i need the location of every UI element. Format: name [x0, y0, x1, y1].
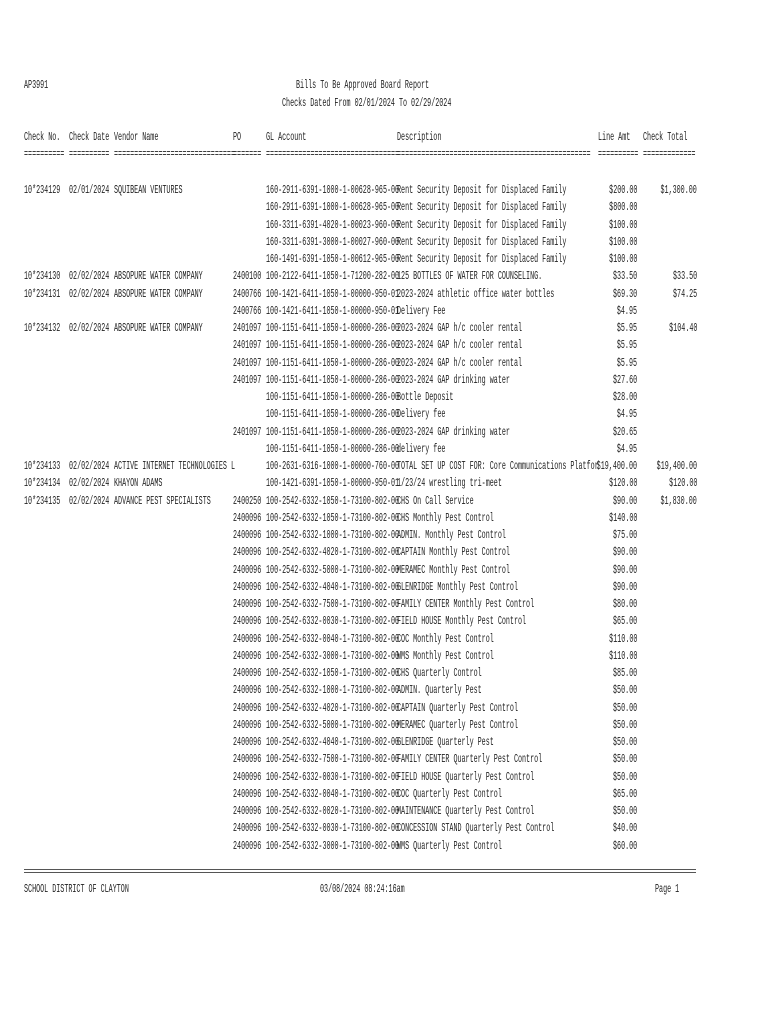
- cell-line-amt: $19,400.00: [596, 459, 637, 473]
- col-gl-account: GL Account: [266, 130, 307, 144]
- cell-description: Delivery fee: [397, 407, 446, 422]
- cell-line-amt: $800.00: [608, 200, 637, 215]
- cell-description: CHS Monthly Pest Control: [397, 510, 494, 525]
- cell-line-amt: $75.00: [612, 528, 637, 542]
- cell-po: 2400096: [233, 717, 262, 732]
- table-row: [0, 197, 770, 214]
- cell-line-amt: $50.00: [612, 752, 637, 767]
- cell-line-amt: $90.00: [612, 562, 637, 577]
- table-row: [0, 715, 770, 732]
- cell-vendor: ABSOPURE WATER COMPANY: [114, 321, 203, 335]
- cell-description: Rent Security Deposit for Displaced Family: [397, 234, 567, 249]
- table-row: [0, 749, 770, 766]
- col-vendor: Vendor Name: [114, 130, 159, 144]
- cell-vendor: ACTIVE INTERNET TECHNOLOGIES L: [114, 459, 235, 473]
- dash-vendor: ==============================: [114, 147, 235, 161]
- cell-description: COC Monthly Pest Control: [397, 631, 494, 646]
- cell-line-amt: $120.00: [608, 476, 637, 491]
- col-check-no: Check No.: [24, 130, 61, 144]
- table-row: [0, 698, 770, 715]
- cell-description: 2023-2024 GAP h/c cooler rental: [397, 355, 523, 370]
- cell-check-date: 02/02/2024: [69, 321, 110, 335]
- cell-line-amt: $69.30: [612, 286, 637, 301]
- table-row: [0, 456, 770, 473]
- table-row: [0, 215, 770, 232]
- cell-check-total: $1,300.00: [660, 183, 697, 197]
- cell-po: 2400096: [233, 735, 262, 749]
- cell-line-amt: $33.50: [612, 269, 637, 284]
- cell-description: 2023-2024 GAP h/c cooler rental: [397, 338, 523, 353]
- cell-description: WMS Quarterly Pest Control: [397, 838, 502, 853]
- dash-check-no: ==========: [24, 147, 65, 161]
- cell-line-amt: $5.95: [616, 321, 637, 335]
- cell-line-amt: $50.00: [612, 683, 637, 698]
- cell-gl-account: 100-2542-6332-1000-1-73100-802-00: [266, 528, 400, 542]
- cell-check-date: 02/02/2024: [69, 286, 110, 301]
- table-row: [0, 560, 770, 577]
- cell-description: 1/23/24 wrestling tri-meet: [397, 476, 502, 491]
- cell-gl-account: 100-2542-6332-0030-1-73100-802-00: [266, 821, 400, 836]
- cell-description: Rent Security Deposit for Displaced Family: [397, 200, 567, 215]
- cell-gl-account: 100-2542-6332-0040-1-73100-802-00: [266, 631, 400, 646]
- cell-line-amt: $4.95: [616, 407, 637, 422]
- cell-check-date: 02/02/2024: [69, 459, 110, 473]
- cell-description: FIELD HOUSE Quarterly Pest Control: [397, 769, 535, 784]
- table-row: [0, 663, 770, 680]
- cell-gl-account: 160-1491-6391-1050-1-00612-965-00: [266, 252, 400, 266]
- cell-po: 2400096: [233, 683, 262, 698]
- cell-description: ADMIN. Monthly Pest Control: [397, 528, 506, 542]
- cell-gl-account: 160-3311-6391-4020-1-00023-960-00: [266, 217, 400, 232]
- cell-vendor: ABSOPURE WATER COMPANY: [114, 286, 203, 301]
- table-row: [0, 491, 770, 508]
- cell-check-no: 10*234133: [24, 459, 61, 473]
- cell-description: GLENRIDGE Quarterly Pest: [397, 735, 494, 749]
- col-po: PO: [233, 130, 242, 144]
- cell-po: 2400096: [233, 752, 262, 767]
- cell-description: FAMILY CENTER Monthly Pest Control: [397, 597, 535, 611]
- cell-description: Rent Security Deposit for Displaced Family: [397, 183, 567, 197]
- cell-vendor: ABSOPURE WATER COMPANY: [114, 269, 203, 284]
- cell-gl-account: 100-2542-6332-3000-1-73100-802-00: [266, 648, 400, 663]
- cell-gl-account: 100-2542-6332-5000-1-73100-802-00: [266, 562, 400, 577]
- cell-gl-account: 100-1151-6411-1050-1-00000-286-00: [266, 441, 400, 456]
- cell-gl-account: 100-2542-6332-7500-1-73100-802-00: [266, 597, 400, 611]
- cell-line-amt: $90.00: [612, 579, 637, 594]
- cell-check-no: 10*234135: [24, 493, 61, 508]
- cell-po: 2400096: [233, 838, 262, 853]
- cell-line-amt: $20.65: [612, 424, 637, 439]
- cell-line-amt: $60.00: [612, 838, 637, 853]
- cell-description: 125 BOTTLES OF WATER FOR COUNSELING.: [397, 269, 543, 284]
- cell-line-amt: $50.00: [612, 804, 637, 818]
- cell-po: 2400100: [233, 269, 262, 284]
- cell-description: Bottle Deposit: [397, 390, 454, 404]
- footer-rule: [24, 869, 696, 873]
- cell-description: TOTAL SET UP COST FOR: Core Communications Platfor: [397, 459, 599, 473]
- cell-description: MAINTENANCE Quarterly Pest Control: [397, 804, 535, 818]
- cell-check-no: 10*234132: [24, 321, 61, 335]
- cell-po: 2400096: [233, 666, 262, 680]
- cell-po: 2400096: [233, 528, 262, 542]
- cell-gl-account: 100-2542-6332-3000-1-73100-802-00: [266, 838, 400, 853]
- cell-po: 2400096: [233, 786, 262, 801]
- cell-line-amt: $50.00: [612, 735, 637, 749]
- cell-line-amt: $90.00: [612, 493, 637, 508]
- cell-check-no: 10*234129: [24, 183, 61, 197]
- cell-po: 2401097: [233, 321, 262, 335]
- cell-po: 2400096: [233, 821, 262, 836]
- cell-gl-account: 100-2542-6332-4020-1-73100-802-00: [266, 545, 400, 560]
- cell-check-total: $120.00: [668, 476, 697, 491]
- table-row: [0, 318, 770, 335]
- cell-line-amt: $50.00: [612, 769, 637, 784]
- dash-gl: =================================: [266, 147, 400, 161]
- cell-description: CHS Quarterly Control: [397, 666, 482, 680]
- table-row: [0, 611, 770, 628]
- cell-gl-account: 100-1151-6411-1050-1-00000-286-00: [266, 355, 400, 370]
- cell-gl-account: 100-2542-6332-0030-1-73100-802-00: [266, 614, 400, 629]
- table-row: [0, 439, 770, 456]
- cell-gl-account: 100-2542-6332-1050-1-73100-802-00: [266, 510, 400, 525]
- cell-line-amt: $28.00: [612, 390, 637, 404]
- table-row: [0, 525, 770, 542]
- cell-check-total: $1,830.00: [660, 493, 697, 508]
- cell-line-amt: $100.00: [608, 217, 637, 232]
- cell-check-date: 02/01/2024: [69, 183, 110, 197]
- cell-check-total: $19,400.00: [656, 459, 697, 473]
- cell-po: 2400096: [233, 769, 262, 784]
- cell-check-total: $104.40: [668, 321, 697, 335]
- cell-line-amt: $85.00: [612, 666, 637, 680]
- cell-gl-account: 100-2542-6332-1050-1-73100-802-00: [266, 666, 400, 680]
- cell-po: 2400096: [233, 804, 262, 818]
- cell-vendor: KHAYON ADAMS: [114, 476, 163, 491]
- footer-page: Page 1: [655, 882, 680, 896]
- cell-po: 2400766: [233, 286, 262, 301]
- cell-check-no: 10*234134: [24, 476, 61, 491]
- cell-check-date: 02/02/2024: [69, 269, 110, 284]
- cell-gl-account: 100-2542-6332-0030-1-73100-802-00: [266, 769, 400, 784]
- table-row: [0, 784, 770, 801]
- table-row: [0, 404, 770, 421]
- cell-line-amt: $5.95: [616, 355, 637, 370]
- cell-gl-account: 100-1151-6411-1050-1-00000-286-00: [266, 321, 400, 335]
- dash-check-date: ==========: [69, 147, 110, 161]
- cell-description: ADMIN. Quarterly Pest: [397, 683, 482, 698]
- cell-description: COC Quarterly Pest Control: [397, 786, 502, 801]
- dash-po: =======: [233, 147, 262, 161]
- table-row: [0, 284, 770, 301]
- col-line-amt: Line Amt: [598, 130, 631, 144]
- cell-gl-account: 100-2542-6332-1000-1-73100-802-00: [266, 683, 400, 698]
- cell-po: 2401097: [233, 372, 262, 387]
- cell-line-amt: $200.00: [608, 183, 637, 197]
- cell-line-amt: $100.00: [608, 252, 637, 266]
- table-row: [0, 353, 770, 370]
- cell-line-amt: $100.00: [608, 234, 637, 249]
- cell-gl-account: 100-2122-6411-1050-1-71200-282-00: [266, 269, 400, 284]
- cell-check-total: $74.25: [672, 286, 697, 301]
- cell-gl-account: 100-2542-6332-4040-1-73100-802-00: [266, 579, 400, 594]
- cell-check-date: 02/02/2024: [69, 493, 110, 508]
- dash-check-total: =============: [643, 147, 696, 161]
- cell-line-amt: $140.00: [608, 510, 637, 525]
- table-row: [0, 422, 770, 439]
- cell-po: 2400766: [233, 303, 262, 318]
- cell-check-date: 02/02/2024: [69, 476, 110, 491]
- cell-gl-account: 100-2542-6332-0040-1-73100-802-00: [266, 786, 400, 801]
- cell-line-amt: $27.60: [612, 372, 637, 387]
- cell-line-amt: $65.00: [612, 786, 637, 801]
- cell-description: Rent Security Deposit for Displaced Family: [397, 252, 567, 266]
- cell-gl-account: 100-2542-6332-5000-1-73100-802-00: [266, 717, 400, 732]
- dash-desc: ================================================: [397, 147, 591, 161]
- table-row: [0, 249, 770, 266]
- report-subtitle: Checks Dated From 02/01/2024 To 02/29/2024: [282, 96, 452, 110]
- cell-gl-account: 100-1151-6411-1050-1-00000-286-00: [266, 424, 400, 439]
- footer-district: SCHOOL DISTRICT OF CLAYTON: [24, 882, 129, 896]
- cell-gl-account: 100-1151-6411-1050-1-00000-286-00: [266, 390, 400, 404]
- cell-line-amt: $40.00: [612, 821, 637, 836]
- cell-line-amt: $110.00: [608, 648, 637, 663]
- table-row: [0, 387, 770, 404]
- cell-description: CHS On Call Service: [397, 493, 474, 508]
- table-row: [0, 646, 770, 663]
- cell-po: 2400096: [233, 700, 262, 715]
- cell-description: CAPTAIN Monthly Pest Control: [397, 545, 510, 560]
- cell-gl-account: 100-1421-6391-1050-1-00000-950-01: [266, 476, 400, 491]
- table-row: [0, 801, 770, 818]
- report-code: AP3991: [24, 78, 49, 92]
- cell-description: GLENRIDGE Monthly Pest Control: [397, 579, 518, 594]
- cell-check-no: 10*234130: [24, 269, 61, 284]
- table-row: [0, 473, 770, 490]
- cell-gl-account: 100-1151-6411-1050-1-00000-286-00: [266, 338, 400, 353]
- table-row: [0, 732, 770, 749]
- table-row: [0, 266, 770, 283]
- cell-po: 2401097: [233, 424, 262, 439]
- cell-gl-account: 100-2631-6316-1000-1-00000-760-00: [266, 459, 400, 473]
- cell-line-amt: $50.00: [612, 700, 637, 715]
- table-row: [0, 301, 770, 318]
- table-row: [0, 629, 770, 646]
- cell-gl-account: 160-2911-6391-1000-1-00628-965-00: [266, 183, 400, 197]
- cell-gl-account: 100-2542-6332-7500-1-73100-802-00: [266, 752, 400, 767]
- cell-gl-account: 100-2542-6332-4020-1-73100-802-00: [266, 700, 400, 715]
- cell-gl-account: 100-2542-6332-0020-1-73100-802-00: [266, 804, 400, 818]
- cell-gl-account: 100-1151-6411-1050-1-00000-286-00: [266, 407, 400, 422]
- col-description: Description: [397, 130, 442, 144]
- cell-description: Rent Security Deposit for Displaced Family: [397, 217, 567, 232]
- cell-description: 2023-2024 GAP drinking water: [397, 424, 510, 439]
- table-row: [0, 335, 770, 352]
- cell-po: 2401097: [233, 355, 262, 370]
- dash-line-amt: ==========: [598, 147, 639, 161]
- table-row: [0, 836, 770, 853]
- cell-gl-account: 100-1421-6411-1050-1-00000-950-01: [266, 286, 400, 301]
- cell-gl-account: 100-2542-6332-1050-1-73100-802-00: [266, 493, 400, 508]
- cell-gl-account: 100-2542-6332-4040-1-73100-802-00: [266, 735, 400, 749]
- cell-po: 2400096: [233, 545, 262, 560]
- table-row: [0, 577, 770, 594]
- table-row: [0, 818, 770, 835]
- table-row: [0, 370, 770, 387]
- cell-description: 2023-2024 GAP drinking water: [397, 372, 510, 387]
- cell-po: 2400096: [233, 579, 262, 594]
- cell-po: 2400096: [233, 510, 262, 525]
- table-row: [0, 594, 770, 611]
- cell-vendor: SQUIBEAN VENTURES: [114, 183, 183, 197]
- cell-line-amt: $4.95: [616, 441, 637, 456]
- table-row: [0, 767, 770, 784]
- col-check-total: Check Total: [643, 130, 688, 144]
- cell-check-total: $33.50: [672, 269, 697, 284]
- cell-gl-account: 100-1421-6411-1050-1-00000-950-01: [266, 303, 400, 318]
- cell-description: MERAMEC Monthly Pest Control: [397, 562, 510, 577]
- table-row: [0, 680, 770, 697]
- table-row: [0, 542, 770, 559]
- cell-description: 2023-2024 athletic office water bottles: [397, 286, 555, 301]
- cell-line-amt: $90.00: [612, 545, 637, 560]
- cell-po: 2401097: [233, 338, 262, 353]
- cell-description: CAPTAIN Quarterly Pest Control: [397, 700, 518, 715]
- table-row: [0, 180, 770, 197]
- cell-line-amt: $4.95: [616, 303, 637, 318]
- cell-vendor: ADVANCE PEST SPECIALISTS: [114, 493, 211, 508]
- cell-po: 2400096: [233, 597, 262, 611]
- cell-description: WMS Monthly Pest Control: [397, 648, 494, 663]
- cell-line-amt: $5.95: [616, 338, 637, 353]
- cell-line-amt: $80.00: [612, 597, 637, 611]
- cell-description: MERAMEC Quarterly Pest Control: [397, 717, 518, 732]
- cell-description: Delivery Fee: [397, 303, 446, 318]
- cell-description: FIELD HOUSE Monthly Pest Control: [397, 614, 527, 629]
- footer-timestamp: 03/08/2024 08:24:16am: [320, 882, 405, 896]
- cell-po: 2400250: [233, 493, 262, 508]
- cell-gl-account: 160-2911-6391-1000-1-00628-965-00: [266, 200, 400, 215]
- cell-line-amt: $110.00: [608, 631, 637, 646]
- cell-po: 2400096: [233, 631, 262, 646]
- cell-line-amt: $65.00: [612, 614, 637, 629]
- cell-description: CONCESSION STAND Quarterly Pest Control: [397, 821, 555, 836]
- cell-line-amt: $50.00: [612, 717, 637, 732]
- cell-po: 2400096: [233, 648, 262, 663]
- table-row: [0, 508, 770, 525]
- report-title: Bills To Be Approved Board Report: [296, 78, 430, 92]
- table-row: [0, 232, 770, 249]
- cell-po: 2400096: [233, 562, 262, 577]
- cell-description: FAMILY CENTER Quarterly Pest Control: [397, 752, 543, 767]
- cell-description: delivery fee: [397, 441, 446, 456]
- col-check-date: Check Date: [69, 130, 110, 144]
- cell-gl-account: 160-3311-6391-3000-1-00027-960-00: [266, 234, 400, 249]
- cell-check-no: 10*234131: [24, 286, 61, 301]
- cell-po: 2400096: [233, 614, 262, 629]
- cell-description: 2023-2024 GAP h/c cooler rental: [397, 321, 523, 335]
- cell-gl-account: 100-1151-6411-1050-1-00000-286-00: [266, 372, 400, 387]
